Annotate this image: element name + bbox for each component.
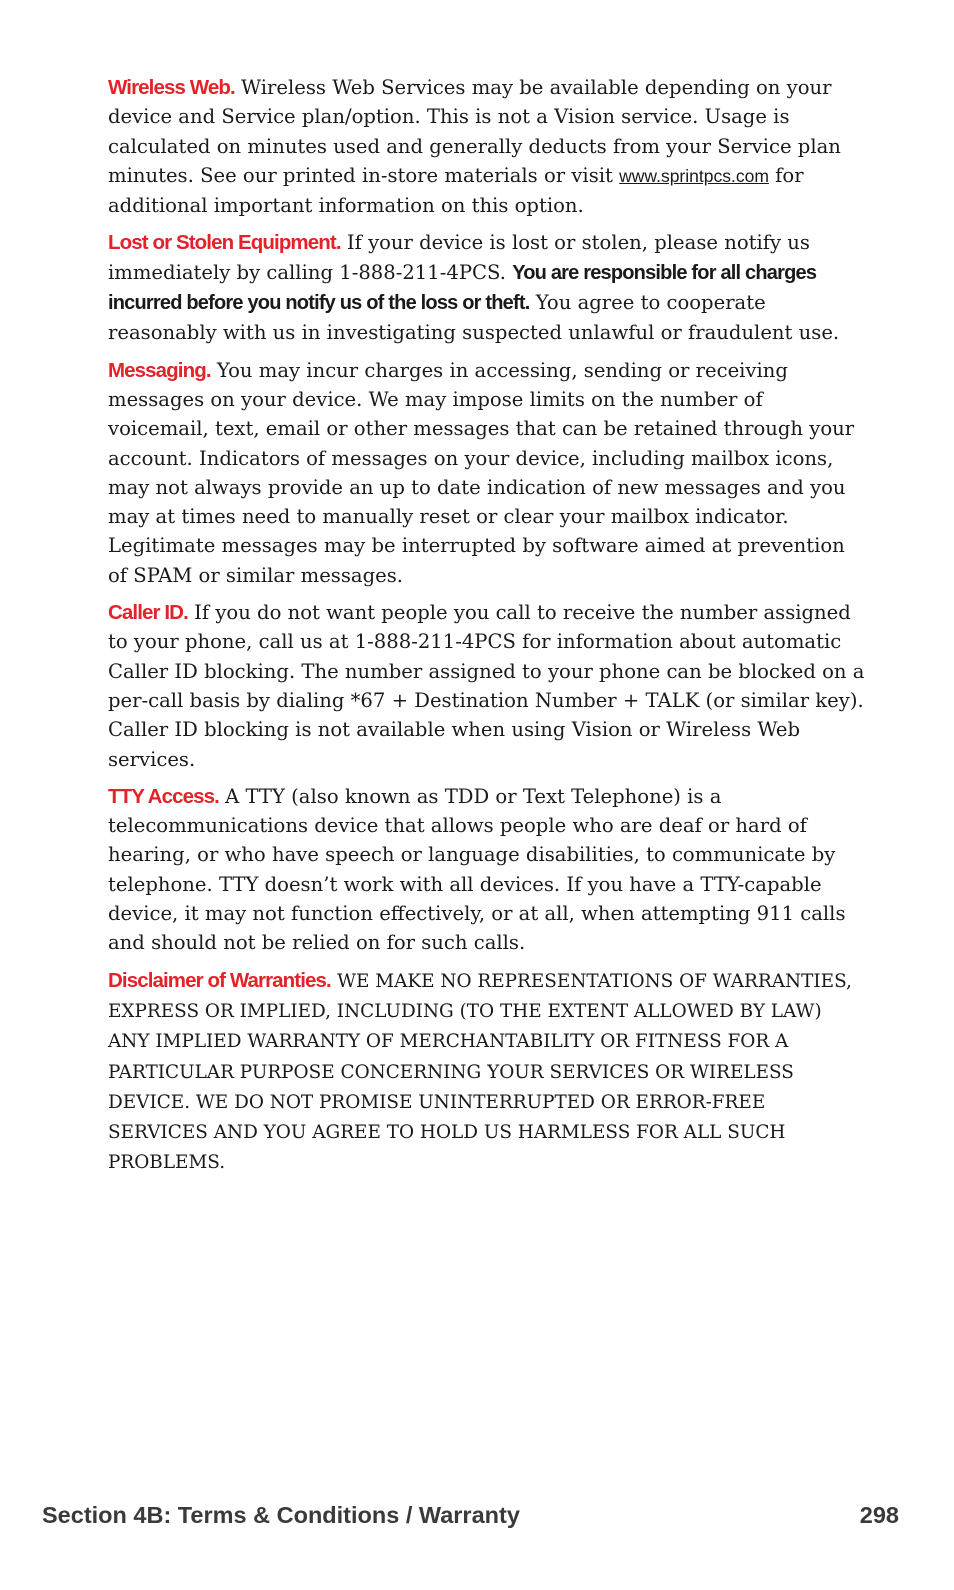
paragraph-caller-id [108, 598, 868, 774]
page-number: 298 [859, 1502, 899, 1528]
heading-caller-id: Caller ID. [108, 601, 188, 625]
lost-stolen-emphasis: You are responsible for all charges incurred before you notify us of the loss or theft. [108, 261, 817, 315]
paragraph-wireless-web [108, 73, 868, 220]
footer-section-title: Section 4B: Terms & Conditions / Warranty [42, 1502, 520, 1528]
tty-text: A TTY (also known as TDD or Text Telephone) is a telecommunications device that allows people who are deaf or hard of hearing, or who have speech or language disabilities, to communicate by telephone. TTY doesn’t work with all devices. If you have a TTY-capable device, it may not function effectively, or at all, when attempting 911 calls and should not be relied on for such calls. [108, 784, 846, 955]
main-content [108, 73, 868, 1186]
heading-disclaimer: Disclaimer of Warranties. [108, 968, 331, 992]
paragraph-tty-access [108, 782, 868, 958]
wireless-web-text: Wireless Web Services may be available depending on your device and Service plan/option. This is not a Vision service. Usage is calculated on minutes used and generally deducts from your Service plan minutes. See our printed in-store materials or visit [108, 76, 841, 187]
paragraph-messaging [108, 356, 868, 590]
sprintpcs-link[interactable]: www.sprintpcs.com [619, 165, 769, 186]
paragraph-disclaimer [108, 966, 868, 1178]
paragraph-lost-stolen [108, 228, 868, 347]
heading-lost-stolen: Lost or Stolen Equipment. [108, 231, 341, 255]
heading-tty-access: TTY Access. [108, 784, 219, 808]
lost-stolen-text-end: You agree to cooperate reasonably with us in investigating suspected unlawful or fraudulent use. [108, 291, 840, 345]
messaging-text: You may incur charges in accessing, sending or receiving messages on your device. We may impose limits on the number of voicemail, text, email or other messages that can be retained through your account. Indicators of messages on your device, including mailbox icons, may not always provide an up to date indication of new messages and you may at times need to manually reset or clear your mailbox indicator. Legitimate messages may be interrupted by software aimed at prevention of SPAM or similar messages. [108, 358, 855, 587]
lost-stolen-text: If your device is lost or stolen, please notify us immediately by calling 1-888-211-4PCS. [108, 231, 810, 284]
wireless-web-text-end: for additional important information on this option. [108, 163, 804, 218]
page-footer [42, 1502, 899, 1536]
caller-id-text: If you do not want people you call to receive the number assigned to your phone, call us at 1-888-211-4PCS for information about automatic Caller ID blocking. The number assigned to your phone can be blocked on a per-call basis by dialing *67 + Destination Number + TALK (or similar key). Caller ID blocking is not available when using Vision or Wireless Web services. [108, 601, 865, 771]
heading-wireless-web: Wireless Web. [108, 76, 235, 99]
heading-messaging: Messaging. [108, 358, 211, 382]
disclaimer-text: WE MAKE NO REPRESENTATIONS OF WARRANTIES, EXPRESS OR IMPLIED, INCLUDING (TO THE EXTENT ALLOWED BY LAW) ANY IMPLIED WARRANTY OF MERCHANTABILITY OR FITNESS FOR A PARTICULAR PURPOSE CONCERNING YOUR SERVICES OR WIRELESS DEVICE. WE DO NOT PROMISE UNINTERRUPTED OR ERROR-FREE SERVICES AND YOU AGREE TO HOLD US HARMLESS FOR ALL SUCH PROBLEMS. [108, 970, 852, 1174]
